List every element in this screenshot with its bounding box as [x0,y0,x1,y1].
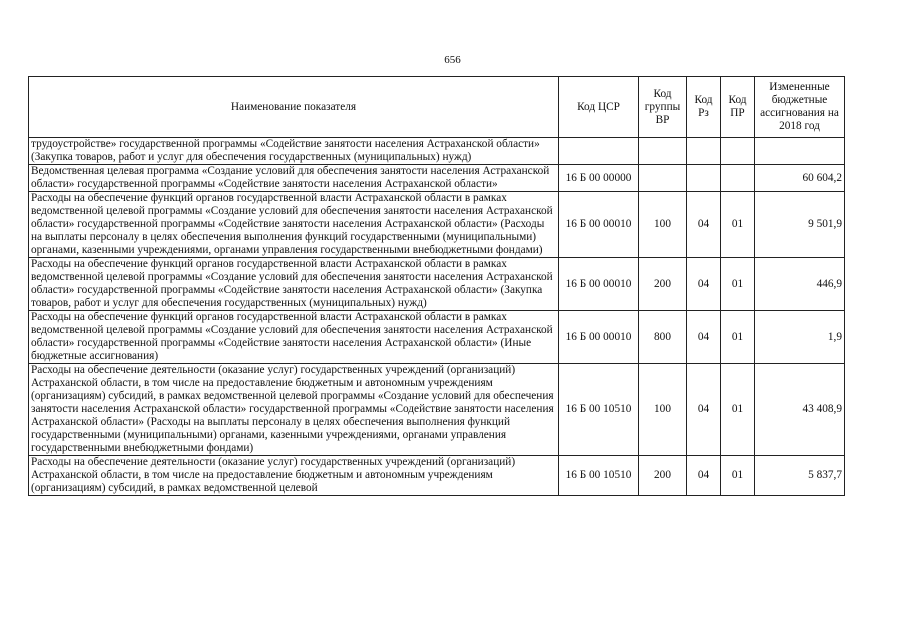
cell-rz: 04 [687,192,721,258]
table-header-row [29,77,845,138]
cell-name: трудоустройстве» государственной программы «Содействие занятости населения Астраханской области» (Закупка товаров, работ и услуг для обеспечения государственных (муниципальных) нужд) [29,138,559,165]
cell-csr: 16 Б 00 00010 [559,192,639,258]
header-rz: Код Рз [687,77,721,138]
cell-pr: 01 [721,364,755,456]
cell-pr: 01 [721,311,755,364]
cell-amount: 60 604,2 [755,165,845,192]
cell-name: Расходы на обеспечение функций органов государственной власти Астраханской области в рамках ведомственной целевой программы «Создание условий для обеспечения занятости населения Астраханской области» государственной программы «Содействие занятости населения Астраханской области» (Закупка товаров, работ и услуг для обеспечения государственных (муниципальных) нужд) [29,258,559,311]
cell-rz: 04 [687,456,721,496]
cell-name: Расходы на обеспечение деятельности (оказание услуг) государственных учреждений (организаций) Астраханской области, в том числе на предоставление бюджетным и автономным учреждениям (организациям) субсидий, в рамках ведомственной целевой [29,456,559,496]
cell-name: Расходы на обеспечение деятельности (оказание услуг) государственных учреждений (организаций) Астраханской области, в том числе на предоставление бюджетным и автономным учреждениям (организациям) субсидий, в рамках ведомственной целевой программы «Создание условий для обеспечения занятости населения Астраханской области» государственной программы «Содействие занятости населения Астраханской области» (Расходы на выплаты персоналу в целях обеспечения выполнения функций государственными (муниципальными) органами, казенными учреждениями, органами управления государственными внебюджетными фондами) [29,364,559,456]
table-row [29,165,845,192]
cell-rz: 04 [687,258,721,311]
table-row [29,364,845,456]
cell-csr: 16 Б 00 00010 [559,258,639,311]
cell-csr: 16 Б 00 00010 [559,311,639,364]
header-name: Наименование показателя [29,77,559,138]
cell-vr: 100 [639,192,687,258]
table-row [29,456,845,496]
header-amount: Измененные бюджетные ассигнования на 2018 год [755,77,845,138]
cell-vr: 200 [639,456,687,496]
cell-pr [721,138,755,165]
cell-amount [755,138,845,165]
cell-rz [687,165,721,192]
page-number: 656 [444,54,461,66]
cell-amount: 1,9 [755,311,845,364]
cell-name: Ведомственная целевая программа «Создание условий для обеспечения занятости населения Астраханской области» государственной программы «Содействие занятости населения Астраханской области» [29,165,559,192]
cell-rz [687,138,721,165]
cell-pr [721,165,755,192]
cell-amount: 5 837,7 [755,456,845,496]
cell-rz: 04 [687,311,721,364]
cell-rz: 04 [687,364,721,456]
cell-pr: 01 [721,258,755,311]
table-row [29,311,845,364]
header-csr: Код ЦСР [559,77,639,138]
cell-name: Расходы на обеспечение функций органов государственной власти Астраханской области в рамках ведомственной целевой программы «Создание условий для обеспечения занятости населения Астраханской области» государственной программы «Содействие занятости населения Астраханской области» (Расходы на выплаты персоналу в целях обеспечения выполнения функций государственными (муниципальными) органами, казенными учреждениями, органами управления государственными внебюджетными фондами) [29,192,559,258]
cell-csr: 16 Б 00 10510 [559,364,639,456]
table-row [29,192,845,258]
cell-vr: 200 [639,258,687,311]
cell-csr [559,138,639,165]
cell-csr: 16 Б 00 10510 [559,456,639,496]
budget-table [28,76,845,496]
cell-vr [639,138,687,165]
table-row [29,258,845,311]
cell-vr: 100 [639,364,687,456]
cell-vr: 800 [639,311,687,364]
cell-amount: 446,9 [755,258,845,311]
table-row [29,138,845,165]
cell-pr: 01 [721,456,755,496]
header-pr: Код ПР [721,77,755,138]
cell-vr [639,165,687,192]
cell-csr: 16 Б 00 00000 [559,165,639,192]
cell-amount: 9 501,9 [755,192,845,258]
header-vr: Код группы ВР [639,77,687,138]
cell-name: Расходы на обеспечение функций органов государственной власти Астраханской области в рамках ведомственной целевой программы «Создание условий для обеспечения занятости населения Астраханской области» государственной программы «Содействие занятости населения Астраханской области» (Иные бюджетные ассигнования) [29,311,559,364]
cell-pr: 01 [721,192,755,258]
cell-amount: 43 408,9 [755,364,845,456]
